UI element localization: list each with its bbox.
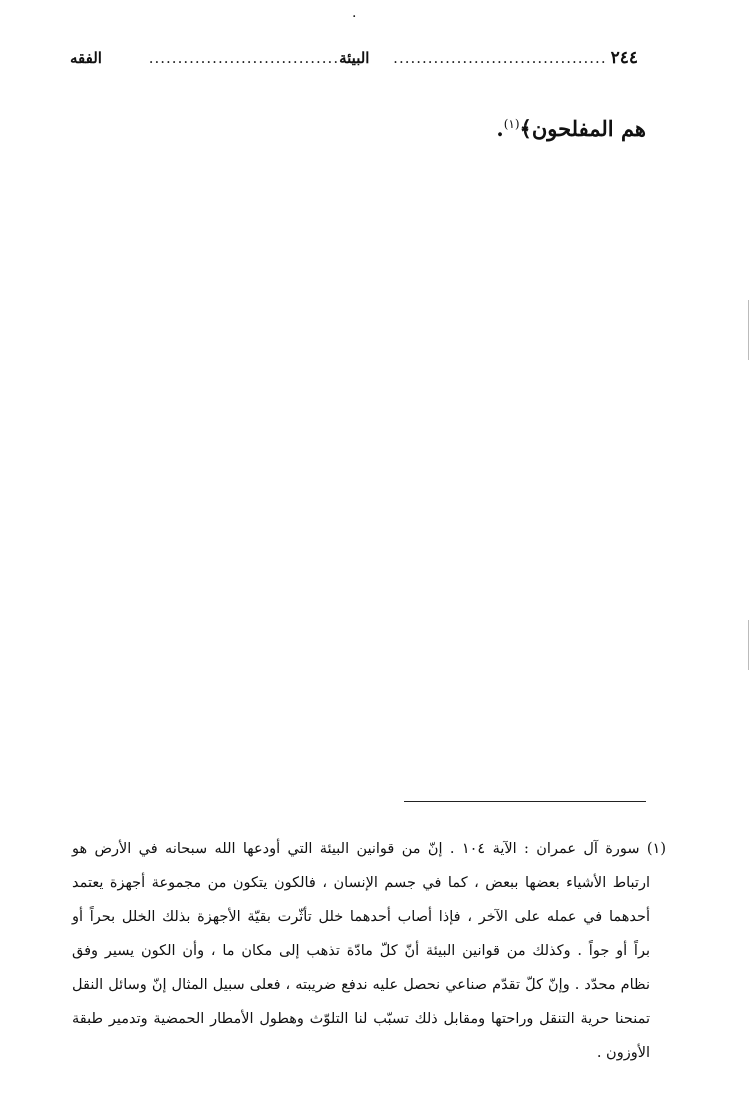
footnote-line: نظام محدّد . وإنّ كلّ تقدّم صناعي نحصل عليه ندفع ضريبته ، فعلى سبيل المثال إنّ وسائل النقل (72, 977, 650, 993)
book-title: الفقه (69, 49, 102, 67)
footnote (72, 832, 666, 1070)
verse-end-text: هم المفلحون﴾ (519, 116, 646, 141)
footnote-separator (404, 801, 646, 802)
footnote-line: الأوزون . (596, 1045, 650, 1061)
header-leader-dots-left: ................................. (148, 49, 340, 67)
chapter-title: البيئة (339, 49, 370, 67)
running-header (70, 48, 638, 68)
header-leader-dots-right: ..................................... (393, 49, 607, 67)
footnote-line: تمنحنا حرية التنقل وراحتها ومقابل ذلك تسبّب لنا التلوّث وهطول الأمطار الحمضية وتدمير طبقة (72, 1011, 650, 1027)
top-dot-mark: · (352, 9, 357, 25)
scan-edge-mark (748, 300, 749, 360)
footnote-line: ارتباط الأشياء بعضها ببعض ، كما في جسم الإنسان ، فالكون يتكون من مجموعة أجهزة يعتمد (72, 875, 650, 891)
footnote-line: أحدهما في عمله على الآخر ، فإذا أصاب أحدهما خلل تأثّرت بقيّة الأجهزة بذلك الخلل بحراً أو (72, 909, 650, 925)
footnote-line: (١) سورة آل عمران : الآية ١٠٤ . إنّ من قوانين البيئة التي أودعها الله سبحانه في الأرض هو (72, 841, 666, 857)
footnote-line: براً أو جواً . وكذلك من قوانين البيئة أنّ كلّ مادّة تذهب إلى مكان ما ، وأن الكون يسير وفق (72, 943, 650, 959)
page-number: ٢٤٤ (610, 48, 638, 68)
verse-end-period: . (496, 116, 504, 141)
footnote-reference: (١) (503, 117, 520, 131)
scan-edge-mark (748, 620, 749, 670)
verse-ending (496, 116, 646, 141)
